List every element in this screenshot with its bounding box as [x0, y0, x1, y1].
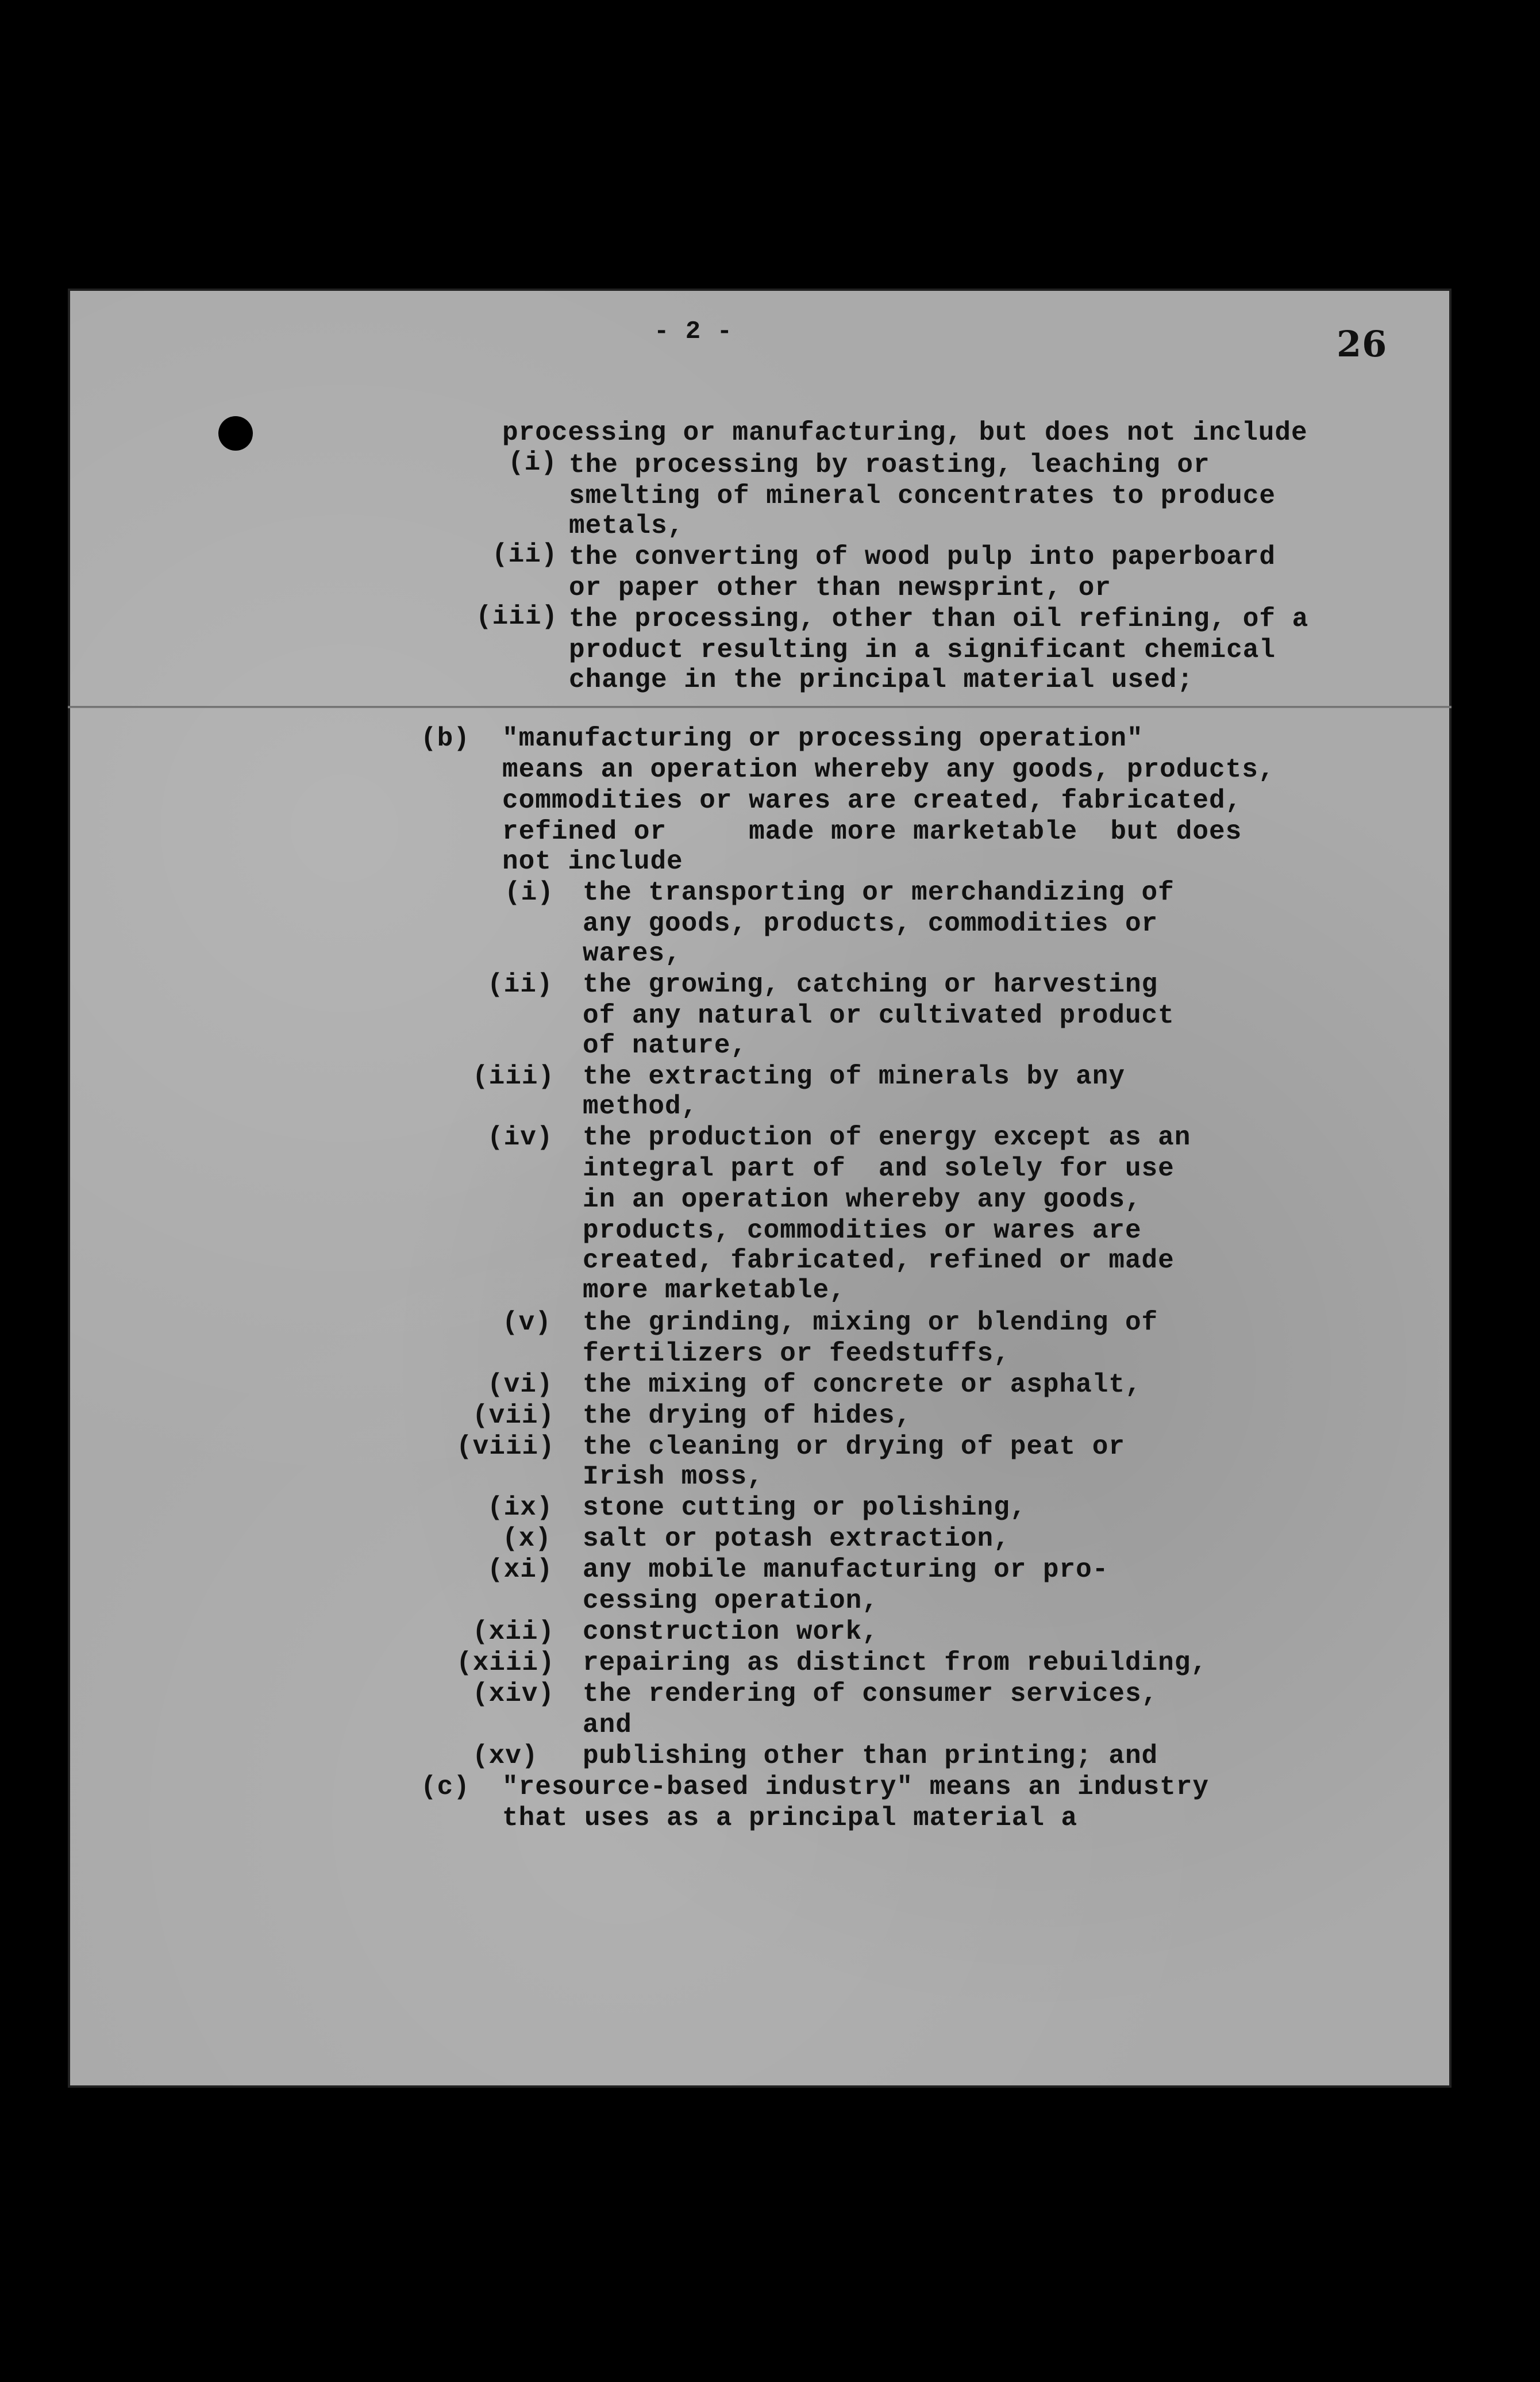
item-numeral: (ii) [487, 970, 553, 1000]
item-numeral: (xiv) [472, 1679, 555, 1709]
item-numeral: (ix) [487, 1493, 553, 1523]
item-numeral: (x) [502, 1524, 552, 1554]
text-line: "manufacturing or processing operation" [502, 724, 1144, 754]
text-line: product resulting in a significant chemical [569, 635, 1276, 665]
section-letter: (b) [421, 724, 470, 754]
text-line: "resource-based industry" means an industry [502, 1772, 1209, 1802]
item-numeral: (viii) [456, 1432, 555, 1462]
text-line: the grinding, mixing or blending of [583, 1308, 1158, 1338]
text-line: wares, [583, 939, 682, 969]
section-letter: (c) [421, 1772, 470, 1802]
text-line: integral part of and solely for use [583, 1154, 1175, 1184]
text-line: cessing operation, [583, 1586, 879, 1616]
text-line: stone cutting or polishing, [583, 1493, 1027, 1523]
text-line: the processing, other than oil refining, of a [569, 604, 1309, 634]
item-numeral: (iv) [487, 1123, 553, 1152]
item-numeral: (v) [502, 1308, 552, 1338]
text-line: of any natural or cultivated product [583, 1001, 1175, 1031]
text-line: Irish moss, [583, 1462, 764, 1492]
text-line: publishing other than printing; and [583, 1741, 1158, 1771]
item-numeral: (xii) [472, 1617, 555, 1647]
text-line: the growing, catching or harvesting [583, 970, 1158, 1000]
text-line: fertilizers or feedstuffs, [583, 1339, 1010, 1369]
item-numeral: (vii) [472, 1401, 555, 1431]
text-line: means an operation whereby any goods, products, [502, 755, 1275, 785]
item-numeral: (vi) [487, 1370, 553, 1400]
text-line: salt or potash extraction, [583, 1524, 1010, 1554]
text-line: repairing as distinct from rebuilding, [583, 1648, 1207, 1678]
text-line: refined or made more marketable but does [502, 817, 1242, 847]
text-line: in an operation whereby any goods, [583, 1185, 1142, 1215]
text-line: of nature, [583, 1031, 748, 1061]
text-line: the transporting or merchandizing of [583, 878, 1175, 908]
item-numeral: (xv) [472, 1741, 538, 1771]
text-line: and [583, 1710, 632, 1740]
text-line: any mobile manufacturing or pro- [583, 1555, 1109, 1585]
text-line: change in the principal material used; [569, 665, 1194, 695]
text-line: commodities or wares are created, fabricated, [502, 786, 1242, 816]
page-fold-line [68, 706, 1452, 708]
item-numeral: (xi) [487, 1555, 553, 1585]
document-page [68, 289, 1452, 2088]
page-number: - 2 - [654, 317, 733, 346]
text-line: the processing by roasting, leaching or [569, 450, 1210, 480]
text-line: method, [583, 1092, 698, 1121]
text-line: created, fabricated, refined or made [583, 1246, 1175, 1275]
text-line: construction work, [583, 1617, 879, 1647]
text-line: more marketable, [583, 1275, 846, 1305]
item-numeral: (i) [505, 878, 554, 908]
text-line: the converting of wood pulp into paperboard [569, 542, 1276, 572]
text-line: metals, [569, 511, 684, 541]
text-line: that uses as a principal material a [502, 1803, 1078, 1833]
text-line: the drying of hides, [583, 1401, 912, 1431]
text-line: not include [502, 847, 683, 877]
item-numeral: (iii) [476, 602, 559, 632]
text-line: the extracting of minerals by any [583, 1062, 1125, 1092]
item-numeral: (iii) [472, 1062, 555, 1092]
text-line: smelting of mineral concentrates to produce [569, 481, 1276, 511]
text-line: the production of energy except as an [583, 1123, 1191, 1152]
text-line: processing or manufacturing, but does not include [502, 418, 1308, 448]
item-numeral: (i) [508, 448, 557, 478]
item-numeral: (xiii) [456, 1648, 555, 1678]
text-line: or paper other than newsprint, or [569, 573, 1111, 603]
text-line: the mixing of concrete or asphalt, [583, 1370, 1142, 1400]
text-line: any goods, products, commodities or [583, 909, 1158, 939]
text-line: products, commodities or wares are [583, 1216, 1142, 1246]
punch-hole [218, 416, 253, 451]
text-line: the rendering of consumer services, [583, 1679, 1158, 1709]
item-numeral: (ii) [492, 540, 558, 570]
text-line: the cleaning or drying of peat or [583, 1432, 1125, 1462]
page-stamp-number: 26 [1337, 323, 1388, 365]
